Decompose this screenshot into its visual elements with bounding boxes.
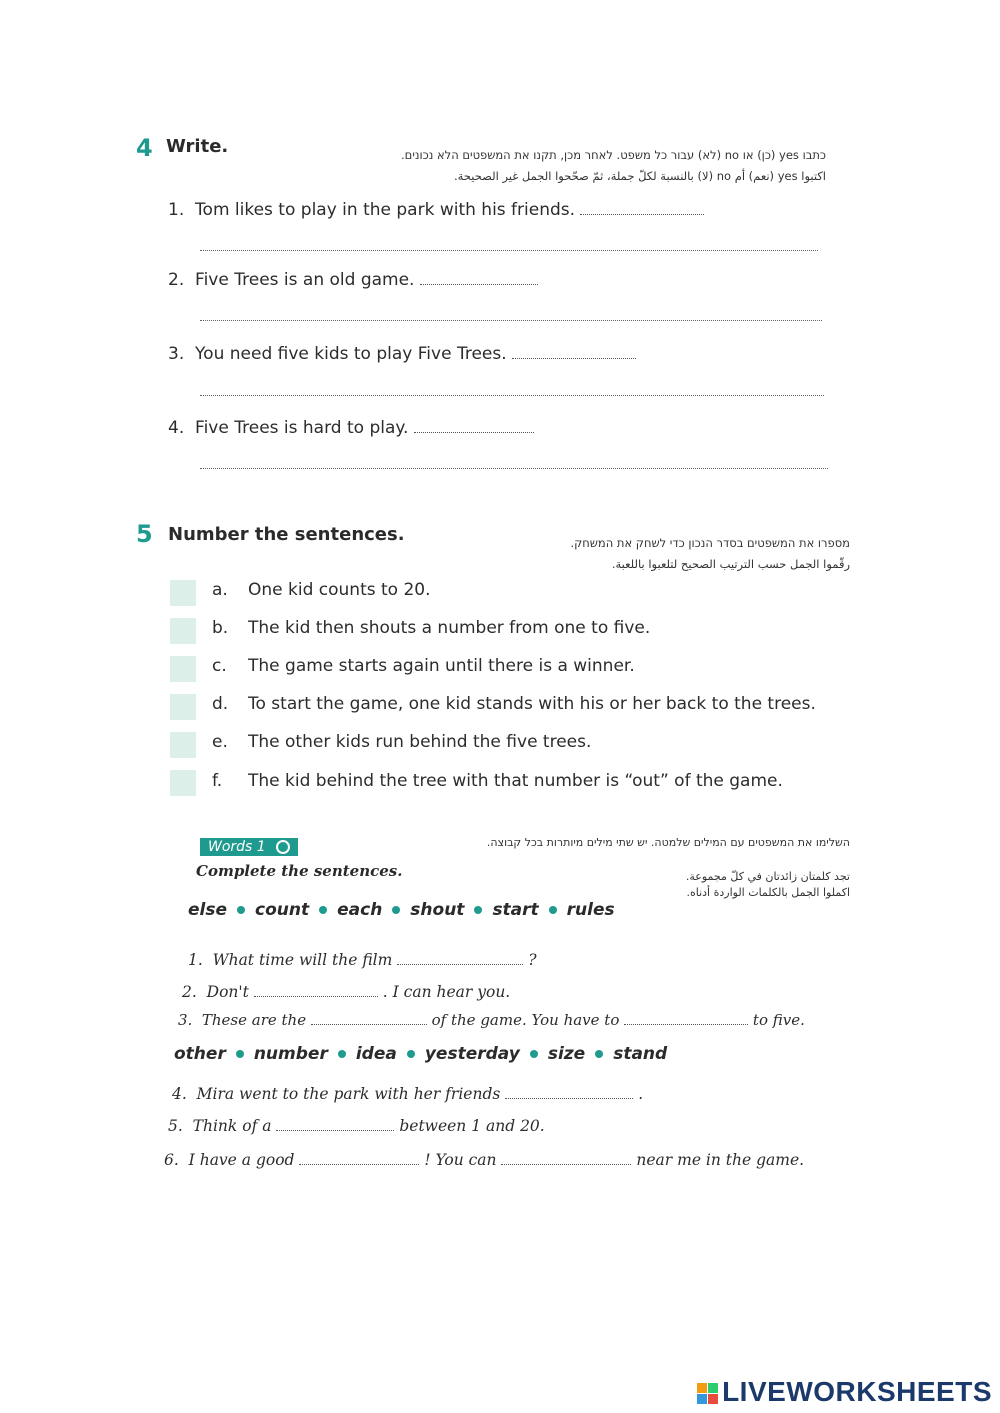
word-stand: stand [613,1044,668,1064]
question-text: to five. [752,1011,805,1029]
words-question-4 [172,1084,643,1103]
number-box-b[interactable] [170,618,196,644]
question-text: . I can hear you. [382,983,511,1001]
answer-blank[interactable] [276,1116,394,1131]
bullet-icon [530,1050,538,1058]
words-banner-label: Words 1 [208,839,266,855]
write-question-4 [168,418,534,438]
sentence-d [212,694,816,714]
word-start: start [492,900,539,920]
liveworksheets-logo [697,1376,992,1408]
words-question-6 [164,1150,804,1169]
question-text: ! You can [424,1151,497,1169]
section-4-hebrew-instruction: כתבו yes (כן) או no (לא) עבור כל משפט. לאחר מכן, תקנו את המשפטים הלא נכונים. [401,148,826,162]
sentence-text: To start the game, one kid stands with his or her back to the trees. [248,694,816,714]
sentence-letter: f. [212,771,223,791]
word-idea: idea [355,1044,397,1064]
question-number: 4. [168,418,185,438]
word-yesterday: yesterday [424,1044,520,1064]
question-number: 4. [172,1085,187,1103]
word-bank-1 [188,900,615,920]
number-box-e[interactable] [170,732,196,758]
question-number: 2. [168,270,185,290]
sentence-e [212,732,591,752]
question-text: . [638,1085,644,1103]
sentence-a [212,580,431,600]
section-4-arabic-instruction: اكتبوا yes (نعم) أم no (لا) بالنسبة لكلّ جملة، ثمّ صحّحوا الجمل غير الصحيحة. [453,169,826,183]
word-number: number [253,1044,328,1064]
number-box-a[interactable] [170,580,196,606]
question-text: ? [528,951,537,969]
word-each: each [337,900,383,920]
number-box-d[interactable] [170,694,196,720]
answer-blank[interactable] [505,1084,633,1099]
words-hebrew-instruction: השלימו את המשפטים עם המילים שלמטה. יש שתי מילים מיותרות בכל קבוצה. [486,836,850,849]
sentence-c [212,656,635,676]
correction-line-2[interactable] [200,318,822,321]
correction-line-3[interactable] [200,393,824,396]
words-arabic-instruction-2: اكملوا الجمل بالكلمات الواردة أدناه. [686,886,850,899]
sentence-letter: a. [212,580,228,600]
question-number: 1. [188,951,203,969]
bullet-icon [236,1050,244,1058]
word-other: other [174,1044,226,1064]
question-text: Don't [206,983,249,1001]
bullet-icon [392,906,400,914]
sentence-letter: b. [212,618,229,638]
words-title: Complete the sentences. [196,862,403,880]
sentence-text: The kid then shouts a number from one to five. [248,618,651,638]
section-4-title: Write. [166,136,229,157]
words-banner [200,838,298,856]
question-number: 2. [182,983,197,1001]
question-text: Mira went to the park with her friends [196,1085,501,1103]
logo-grid-icon [697,1383,718,1404]
question-number: 5. [168,1117,183,1135]
sentence-letter: d. [212,694,229,714]
section-5-arabic-instruction: رقّموا الجمل حسب الترتيب الصحيح لتلعبوا باللعبة. [611,557,850,571]
sentence-b [212,618,650,638]
answer-blank[interactable] [311,1010,427,1025]
section-5-title: Number the sentences. [168,524,405,545]
question-number: 3. [168,344,185,364]
question-text: Tom likes to play in the park with his friends. [195,200,576,220]
words-question-1 [188,950,537,969]
section-5-hebrew-instruction: מספרו את המשפטים בסדר הנכון כדי לשחק את המשחק. [570,536,850,550]
question-text: These are the [201,1011,307,1029]
answer-blank[interactable] [580,200,704,215]
bullet-icon [549,906,557,914]
answer-blank[interactable] [501,1150,631,1165]
number-box-f[interactable] [170,770,196,796]
word-shout: shout [410,900,465,920]
sentence-text: The game starts again until there is a winner. [248,656,635,676]
sentence-text: The kid behind the tree with that number is “out” of the game. [248,771,783,791]
sentence-letter: c. [212,656,227,676]
correction-line-4[interactable] [200,466,828,469]
question-number: 6. [164,1151,179,1169]
bullet-icon [474,906,482,914]
question-text: You need five kids to play Five Trees. [195,344,507,364]
section-4-number: 4 [136,134,153,162]
answer-blank[interactable] [420,270,538,285]
write-question-2 [168,270,538,290]
words-question-2 [182,982,510,1001]
word-bank-2 [174,1044,667,1064]
answer-blank[interactable] [299,1150,419,1165]
question-text: Five Trees is hard to play. [195,418,409,438]
bullet-icon [319,906,327,914]
sentence-text: The other kids run behind the five trees. [248,732,592,752]
bullet-icon [407,1050,415,1058]
question-text: I have a good [188,1151,295,1169]
question-text: of the game. You have to [431,1011,620,1029]
number-box-c[interactable] [170,656,196,682]
bullet-icon [237,906,245,914]
question-text: Five Trees is an old game. [195,270,415,290]
question-number: 3. [178,1011,193,1029]
answer-blank[interactable] [512,344,636,359]
words-question-3 [178,1010,805,1029]
question-text: What time will the film [212,951,393,969]
answer-blank[interactable] [254,982,378,997]
refresh-icon [276,840,290,854]
question-number: 1. [168,200,185,220]
word-rules: rules [566,900,615,920]
bullet-icon [595,1050,603,1058]
question-text: Think of a [192,1117,272,1135]
answer-blank[interactable] [624,1010,748,1025]
question-text: near me in the game. [636,1151,805,1169]
sentence-letter: e. [212,732,228,752]
logo-text: LIVEWORKSHEETS [722,1376,992,1407]
word-size: size [547,1044,586,1064]
section-5-number: 5 [136,520,153,548]
sentence-f [212,771,783,791]
bullet-icon [338,1050,346,1058]
answer-blank[interactable] [397,950,523,965]
words-arabic-instruction-1: تجد كلمتان زائدتان في كلّ مجموعة. [685,870,850,883]
write-question-3 [168,344,636,364]
answer-blank[interactable] [414,418,534,433]
write-question-1 [168,200,704,220]
word-count: count [255,900,310,920]
sentence-text: One kid counts to 20. [248,580,431,600]
words-question-5 [168,1116,545,1135]
correction-line-1[interactable] [200,248,818,251]
word-else: else [188,900,228,920]
question-text: between 1 and 20. [399,1117,545,1135]
